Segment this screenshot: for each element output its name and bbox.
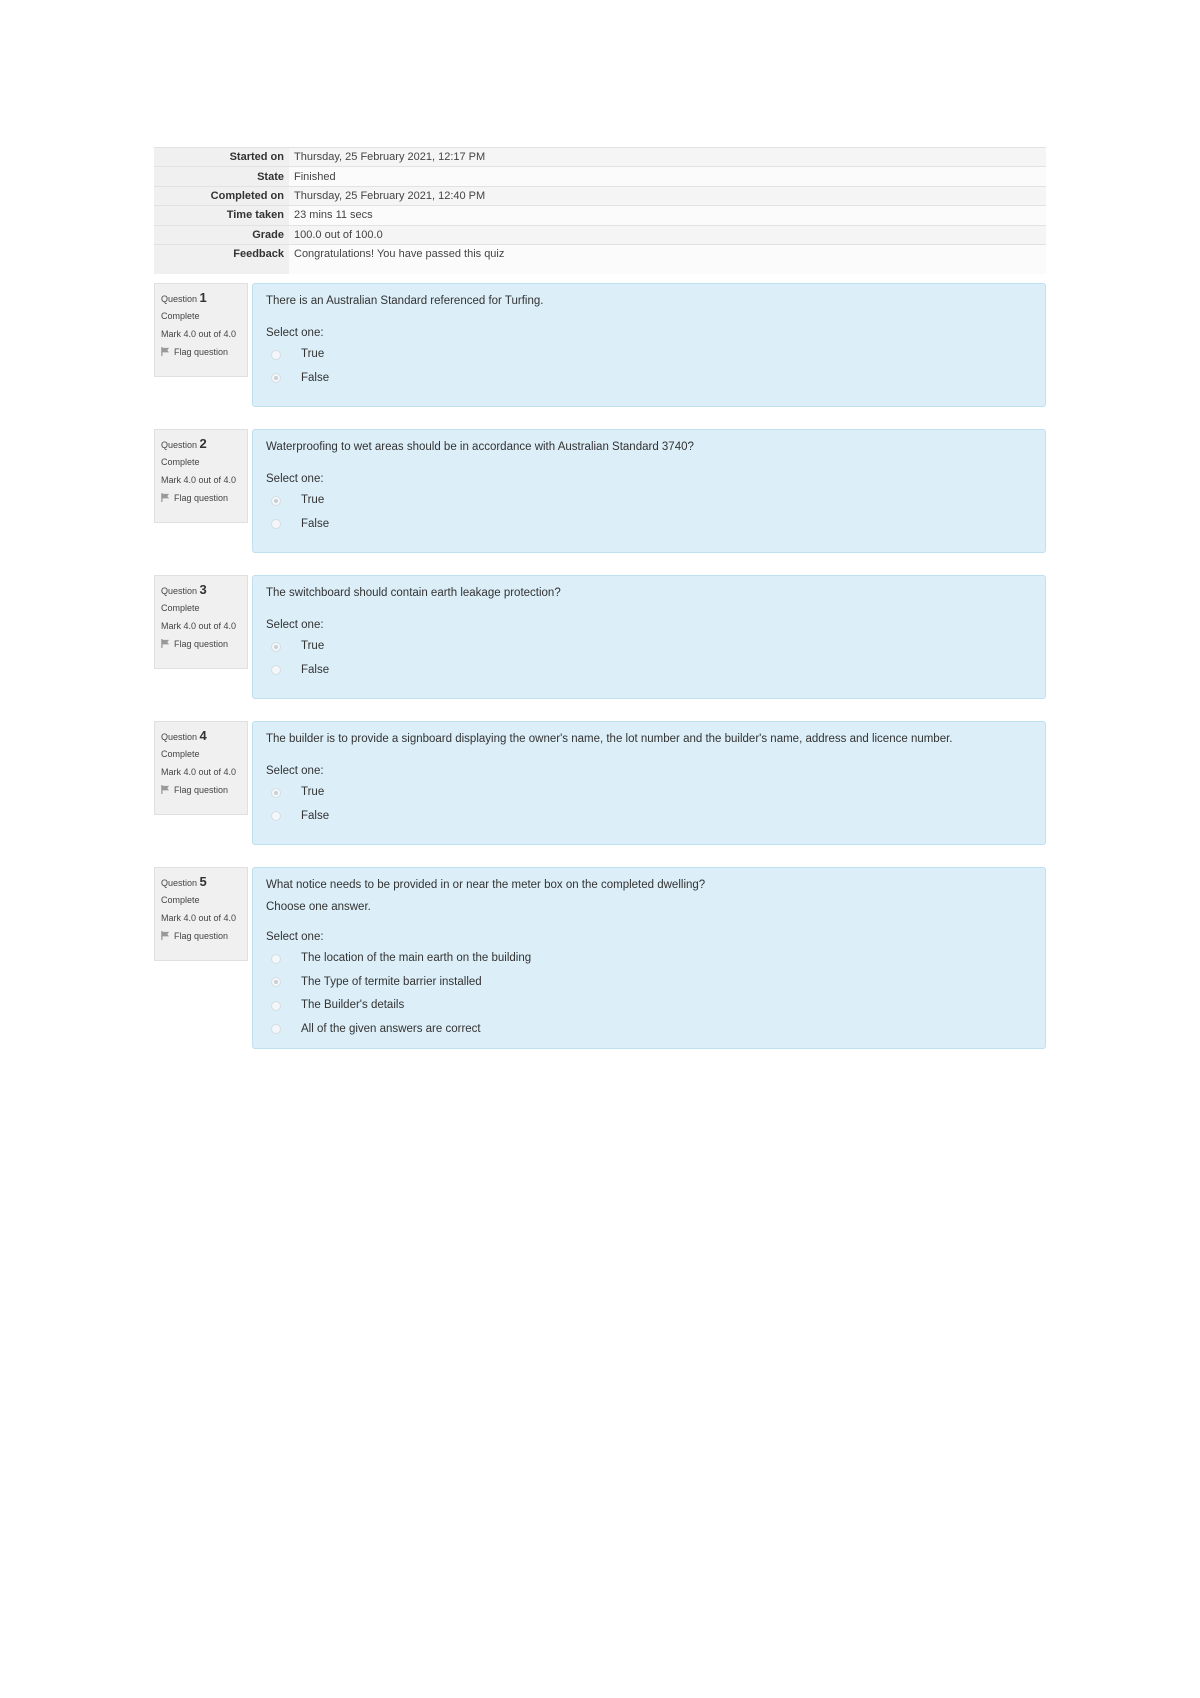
answer-option[interactable]: [266, 489, 1032, 513]
question-label: Question: [161, 440, 198, 450]
select-prompt: Select one:: [266, 619, 324, 631]
question-number: [161, 290, 241, 305]
select-prompt: Select one:: [266, 931, 324, 943]
question-instruction: Choose one answer.: [266, 901, 371, 913]
answer-label: False: [301, 371, 330, 384]
question-content: [252, 867, 1046, 1049]
question-state: Complete: [161, 457, 200, 467]
question-grade: Mark 4.0 out of 4.0: [161, 329, 237, 339]
question-text: The builder is to provide a signboard displaying the owner's name, the lot number and the builder's name, address and licence number.: [266, 733, 953, 745]
answer-options: [266, 635, 1032, 682]
radio-button-selected[interactable]: [271, 788, 281, 798]
flag-question-link[interactable]: [161, 639, 241, 649]
radio-button-selected[interactable]: [271, 977, 281, 987]
answer-options: [266, 489, 1032, 536]
summary-value: Thursday, 25 February 2021, 12:40 PM: [289, 186, 1046, 205]
flag-icon: [161, 931, 170, 940]
question-text: Waterproofing to wet areas should be in accordance with Australian Standard 3740?: [266, 441, 694, 453]
answer-option[interactable]: [266, 659, 1032, 683]
question-state: Complete: [161, 895, 200, 905]
radio-button[interactable]: [271, 665, 281, 675]
summary-value: 23 mins 11 secs: [289, 206, 1046, 225]
question-number-value: 3: [199, 582, 207, 597]
radio-button[interactable]: [271, 519, 281, 529]
question-number: [161, 436, 241, 451]
flag-question-label: Flag question: [174, 493, 229, 503]
radio-button[interactable]: [271, 350, 281, 360]
question-content: [252, 721, 1046, 845]
summary-row: [154, 186, 1046, 205]
question-number: [161, 728, 241, 743]
question-state: Complete: [161, 311, 200, 321]
answer-label: The Builder's details: [301, 999, 405, 1011]
answer-label: True: [301, 494, 325, 506]
answer-label: The Type of termite barrier installed: [301, 975, 482, 988]
select-prompt: Select one:: [266, 327, 324, 339]
flag-question-label: Flag question: [174, 931, 229, 941]
question-info: [154, 867, 248, 961]
question-number: [161, 582, 241, 597]
answer-option[interactable]: [266, 367, 1032, 391]
summary-key: Grade: [154, 225, 289, 244]
question-grade: Mark 4.0 out of 4.0: [161, 475, 237, 485]
radio-button-selected[interactable]: [271, 642, 281, 652]
summary-value: 100.0 out of 100.0: [289, 225, 1046, 244]
question-grade: Mark 4.0 out of 4.0: [161, 913, 237, 923]
answer-option[interactable]: [266, 781, 1032, 805]
question-info: [154, 283, 248, 377]
answer-option[interactable]: [266, 1018, 1032, 1042]
flag-icon: [161, 493, 170, 502]
question-info: [154, 721, 248, 815]
flag-icon: [161, 785, 170, 794]
question-text: What notice needs to be provided in or near the meter box on the completed dwelling?: [266, 879, 706, 891]
answer-label: True: [301, 786, 325, 798]
question-grade: Mark 4.0 out of 4.0: [161, 767, 237, 777]
answer-options: [266, 343, 1032, 390]
answer-option[interactable]: [266, 513, 1032, 537]
question-number: [161, 874, 241, 889]
answer-option[interactable]: [266, 947, 1032, 971]
radio-button[interactable]: [271, 954, 281, 964]
summary-row: [154, 206, 1046, 225]
select-prompt: Select one:: [266, 765, 324, 777]
summary-key: Completed on: [154, 186, 289, 205]
question-number-value: 1: [199, 290, 207, 305]
answer-option[interactable]: [266, 805, 1032, 829]
flag-question-label: Flag question: [174, 785, 229, 795]
radio-button[interactable]: [271, 1024, 281, 1034]
answer-label: The location of the main earth on the building: [301, 952, 532, 964]
answer-options: [266, 947, 1032, 1041]
question-info: [154, 429, 248, 523]
summary-value: Congratulations! You have passed this quiz: [289, 244, 1046, 274]
flag-question-link[interactable]: [161, 931, 241, 941]
radio-button[interactable]: [271, 811, 281, 821]
summary-key: Feedback: [154, 244, 289, 274]
answer-label: True: [301, 640, 325, 652]
flag-question-link[interactable]: [161, 493, 241, 503]
select-prompt: Select one:: [266, 473, 324, 485]
question-number-value: 4: [199, 728, 207, 743]
summary-value: Thursday, 25 February 2021, 12:17 PM: [289, 148, 1046, 167]
question-info: [154, 575, 248, 669]
summary-key: Started on: [154, 148, 289, 167]
flag-question-link[interactable]: [161, 347, 241, 357]
question-number-value: 5: [199, 874, 207, 889]
summary-value: Finished: [289, 167, 1046, 186]
answer-label: False: [301, 663, 330, 676]
summary-row: [154, 167, 1046, 186]
radio-button-selected[interactable]: [271, 496, 281, 506]
answer-label: All of the given answers are correct: [301, 1022, 481, 1035]
summary-row: [154, 244, 1046, 274]
flag-question-label: Flag question: [174, 639, 229, 649]
question-text: There is an Australian Standard referenced for Turfing.: [266, 295, 544, 307]
radio-button-selected[interactable]: [271, 373, 281, 383]
answer-label: True: [301, 348, 325, 360]
flag-question-label: Flag question: [174, 347, 229, 357]
question-text: The switchboard should contain earth leakage protection?: [266, 587, 561, 599]
question-label: Question: [161, 586, 198, 596]
answer-option[interactable]: [266, 635, 1032, 659]
answer-option[interactable]: [266, 994, 1032, 1018]
answer-label: False: [301, 809, 330, 822]
summary-key: State: [154, 167, 289, 186]
attempt-summary-table: [154, 147, 1046, 274]
question-state: Complete: [161, 749, 200, 759]
flag-icon: [161, 347, 170, 356]
summary-row: [154, 225, 1046, 244]
question-content: [252, 429, 1046, 553]
flag-icon: [161, 639, 170, 648]
answer-options: [266, 781, 1032, 828]
answer-label: False: [301, 517, 330, 530]
question-state: Complete: [161, 603, 200, 613]
flag-question-link[interactable]: [161, 785, 241, 795]
summary-row: [154, 148, 1046, 167]
answer-option[interactable]: [266, 971, 1032, 995]
question-number-value: 2: [199, 436, 207, 451]
question-label: Question: [161, 732, 198, 742]
question-content: [252, 283, 1046, 407]
question-label: Question: [161, 294, 198, 304]
question-grade: Mark 4.0 out of 4.0: [161, 621, 237, 631]
question-label: Question: [161, 878, 198, 888]
question-content: [252, 575, 1046, 699]
radio-button[interactable]: [271, 1001, 281, 1011]
answer-option[interactable]: [266, 343, 1032, 367]
summary-key: Time taken: [154, 206, 289, 225]
